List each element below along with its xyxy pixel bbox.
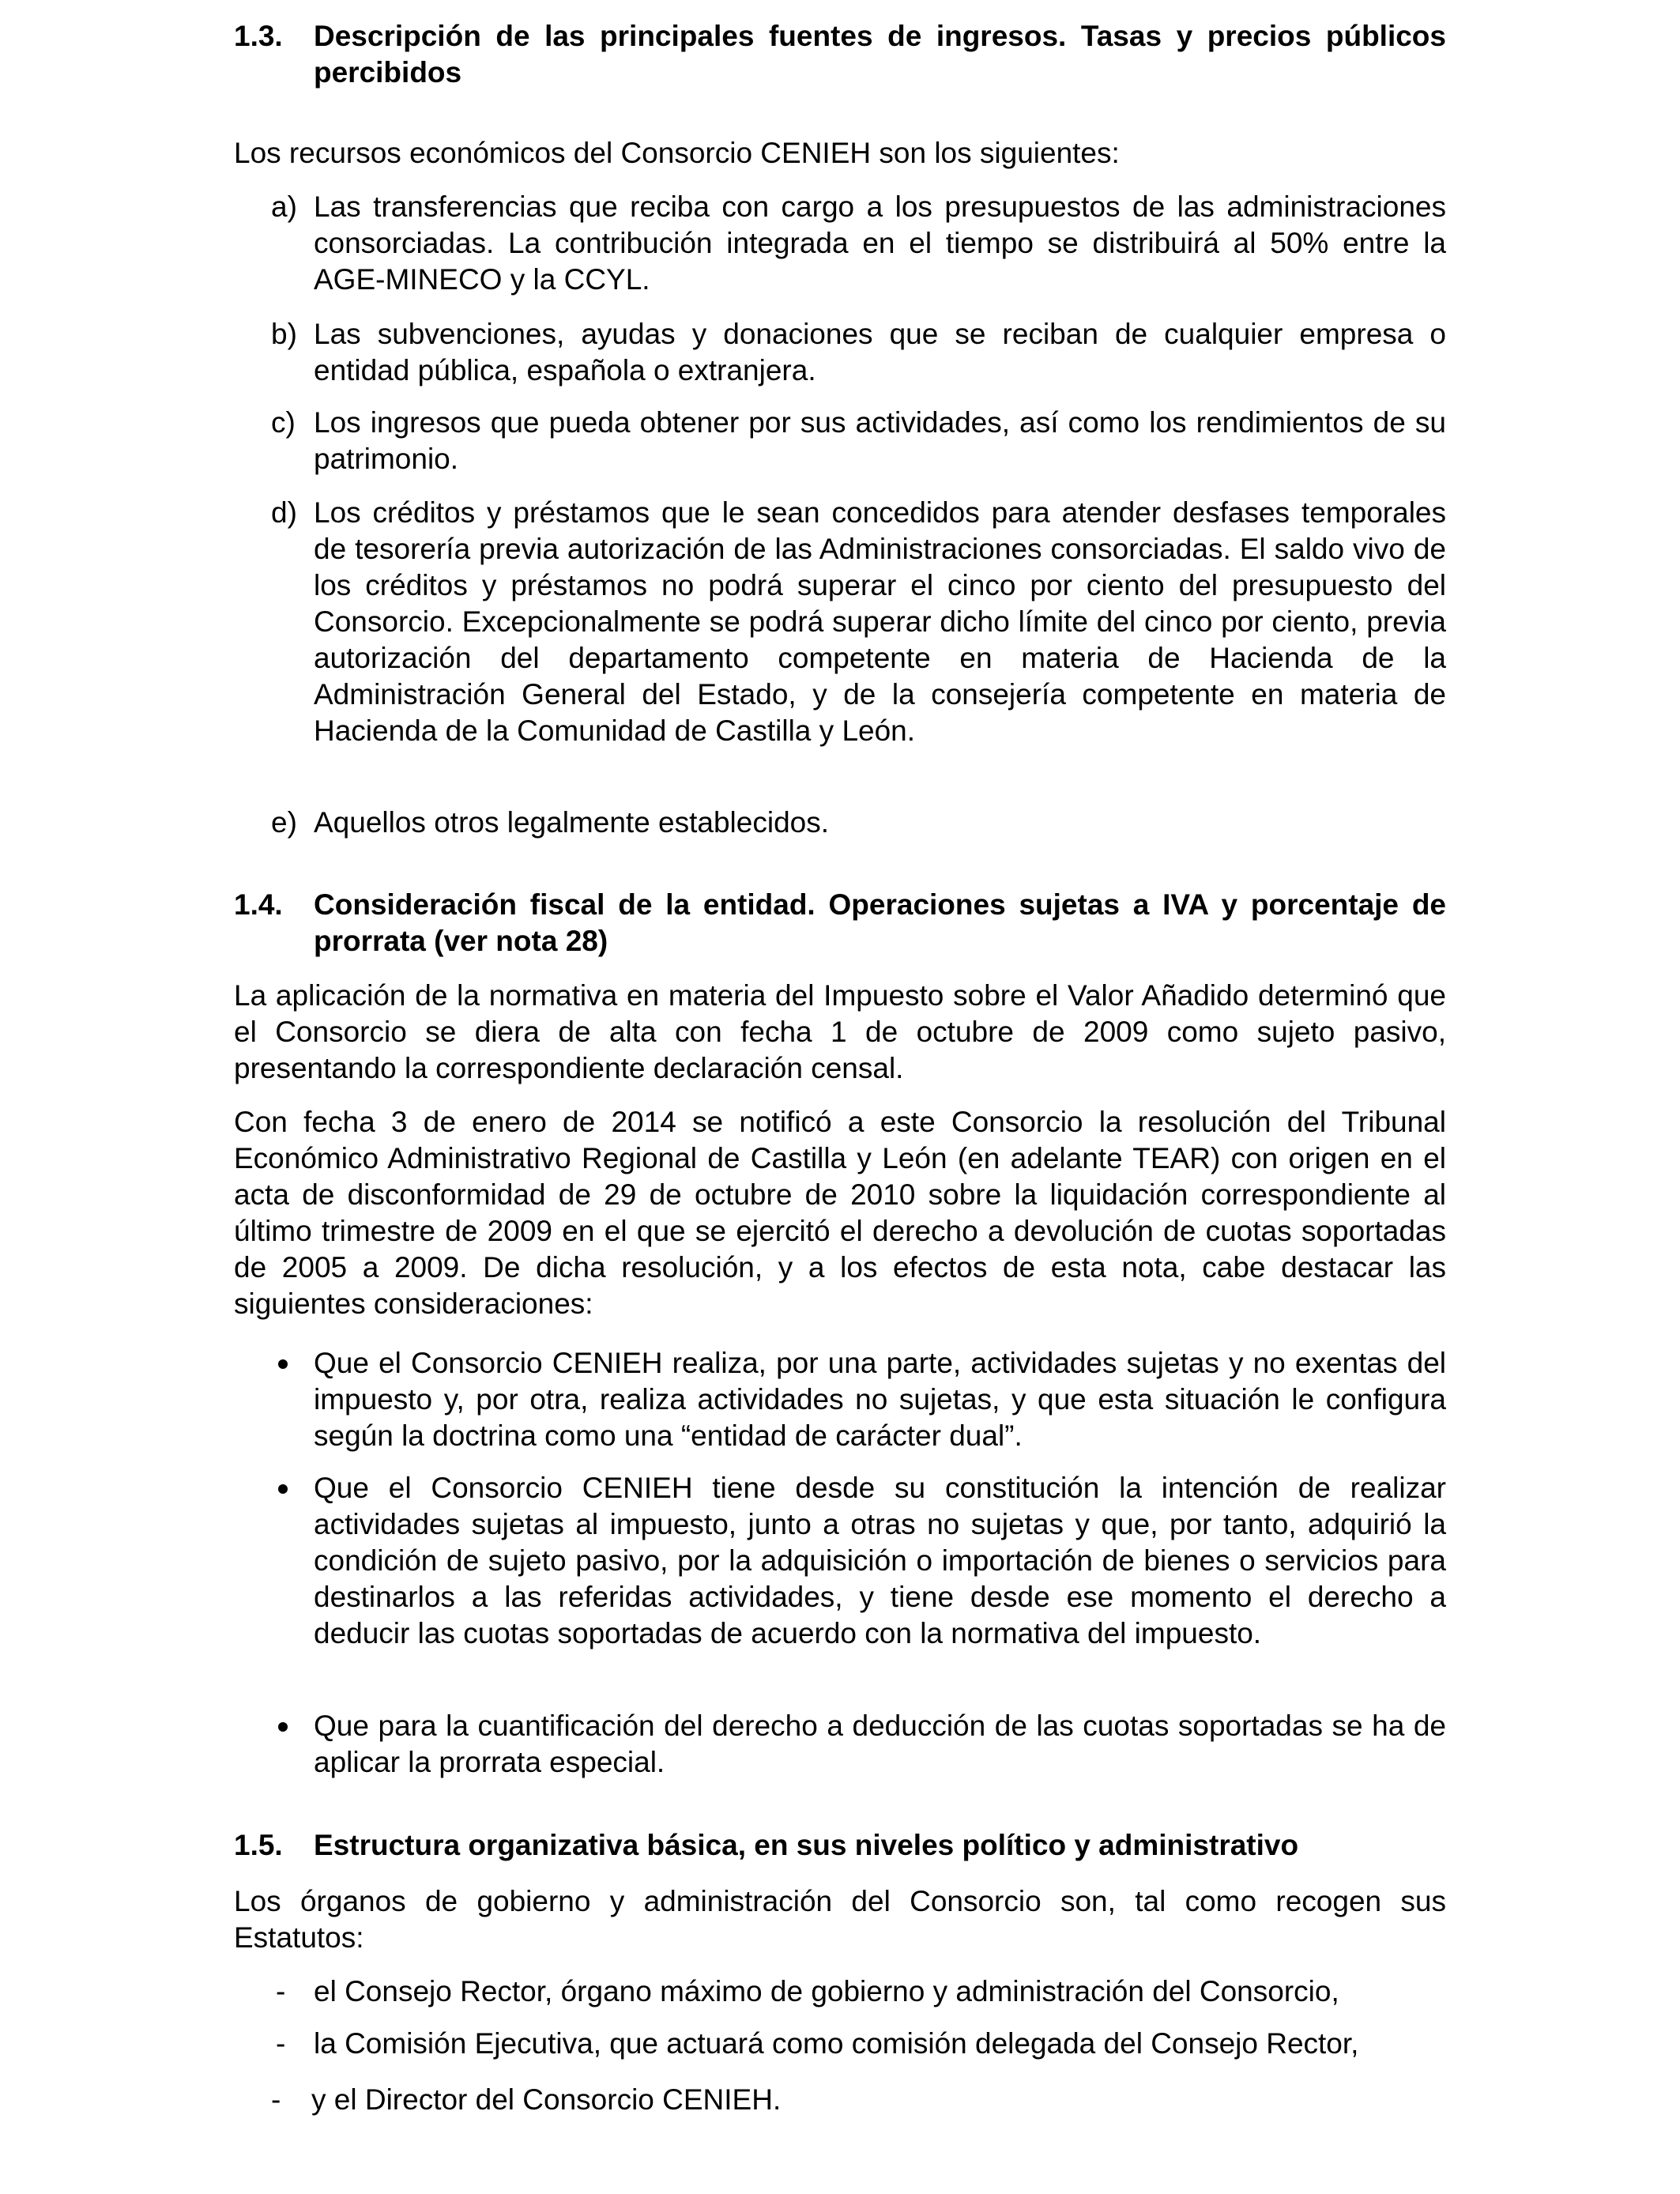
list-marker: d) xyxy=(271,496,297,529)
section-1-3-intro: Los recursos económicos del Consorcio CENIEH son los siguientes: xyxy=(234,137,1120,169)
bullet-item xyxy=(234,1345,1446,1454)
list-item xyxy=(234,316,1446,389)
section-1-4-number: 1.4. xyxy=(234,888,283,921)
list-item-text: Aquellos otros legalmente establecidos. xyxy=(314,806,829,839)
section-1-3-title: Descripción de las principales fuentes de ingresos. Tasas y precios públicos percibidos xyxy=(314,20,1446,89)
list-item xyxy=(234,805,1446,841)
section-1-4-heading xyxy=(234,887,1446,959)
bullet-icon xyxy=(278,1359,288,1369)
section-1-4-paragraph: La aplicación de la normativa en materia del Impuesto sobre el Valor Añadido determinó que el Consorcio se diera de alta con fecha 1 de octubre de 2009 como sujeto pasivo, presentando la correspondiente declaración censal. xyxy=(234,979,1446,1084)
list-marker: b) xyxy=(271,318,297,350)
section-1-4-paragraph: Con fecha 3 de enero de 2014 se notificó a este Consorcio la resolución del Tribunal Económico Administrativo Regional de Castilla y León (en adelante TEAR) con origen en el acta de disconformidad de 29 de octubre de 2010 sobre la liquidación correspondiente al último trimestre de 2009 en el que se ejercitó el derecho a devolución de cuotas soportadas de 2005 a 2009. De dicha resolución, y a los efectos de esta nota, cabe destacar las siguientes consideraciones: xyxy=(234,1106,1446,1320)
list-marker: e) xyxy=(271,806,297,839)
dash-marker: - xyxy=(276,1975,286,2007)
list-marker: a) xyxy=(271,190,297,223)
list-item-text: Las subvenciones, ayudas y donaciones que se reciban de cualquier empresa o entidad pública, española o extranjera. xyxy=(314,318,1446,386)
list-item-text: Los ingresos que pueda obtener por sus actividades, así como los rendimientos de su patrimonio. xyxy=(314,406,1446,475)
bullet-item xyxy=(234,1470,1446,1652)
dash-list-item-text: el Consejo Rector, órgano máximo de gobierno y administración del Consorcio, xyxy=(314,1975,1339,2007)
list-item xyxy=(234,495,1446,749)
section-1-4-title: Consideración fiscal de la entidad. Operaciones sujetas a IVA y porcentaje de prorrata (ver nota 28) xyxy=(314,888,1446,957)
bullet-icon xyxy=(278,1484,288,1494)
dash-marker: - xyxy=(271,2083,281,2116)
dash-list-item xyxy=(234,2026,1446,2062)
list-item xyxy=(234,405,1446,477)
dash-list-item-text: la Comisión Ejecutiva, que actuará como comisión delegada del Consejo Rector, xyxy=(314,2027,1359,2060)
bullet-item-text: Que el Consorcio CENIEH realiza, por una parte, actividades sujetas y no exentas del impuesto y, por otra, realiza actividades no sujetas, y que esta situación le configura según la doctrina como una “entidad de carácter dual”. xyxy=(314,1347,1446,1452)
section-1-3-number: 1.3. xyxy=(234,20,283,52)
list-item-text: Los créditos y préstamos que le sean concedidos para atender desfases temporales de tesorería previa autorización de las Administraciones consorciadas. El saldo vivo de los créditos y préstamos no podrá superar el cinco por ciento del presupuesto del Consorcio. Excepcionalmente se podrá superar dicho límite del cinco por ciento, previa autorización del departamento competente en materia de Hacienda de la Administración General del Estado, y de la consejería competente en materia de Hacienda de la Comunidad de Castilla y León. xyxy=(314,496,1446,747)
dash-list-item xyxy=(234,1973,1446,2010)
list-item xyxy=(234,189,1446,298)
section-1-5-intro: Los órganos de gobierno y administración del Consorcio son, tal como recogen sus Estatutos: xyxy=(234,1885,1446,1954)
section-1-5-number: 1.5. xyxy=(234,1829,283,1861)
section-1-5-title: Estructura organizativa básica, en sus niveles político y administrativo xyxy=(314,1829,1299,1861)
dash-list-item xyxy=(234,2082,1446,2118)
list-item-text: Las transferencias que reciba con cargo a los presupuestos de las administraciones consorciadas. La contribución integrada en el tiempo se distribuirá al 50% entre la AGE-MINECO y la CCYL. xyxy=(314,190,1446,296)
bullet-item xyxy=(234,1708,1446,1781)
section-1-3-heading xyxy=(234,18,1446,91)
bullet-item-text: Que para la cuantificación del derecho a deducción de las cuotas soportadas se ha de aplicar la prorrata especial. xyxy=(314,1710,1446,1778)
bullet-item-text: Que el Consorcio CENIEH tiene desde su constitución la intención de realizar actividades sujetas al impuesto, junto a otras no sujetas y que, por tanto, adquirió la condición de sujeto pasivo, por la adquisición o importación de bienes o servicios para destinarlos a las referidas actividades, y tiene desde ese momento el derecho a deducir las cuotas soportadas de acuerdo con la normativa del impuesto. xyxy=(314,1472,1446,1649)
section-1-5-heading xyxy=(234,1827,1446,1864)
dash-list-item-text: y el Director del Consorcio CENIEH. xyxy=(311,2083,782,2116)
dash-marker: - xyxy=(276,2027,286,2060)
list-marker: c) xyxy=(271,406,296,439)
bullet-icon xyxy=(278,1722,288,1732)
